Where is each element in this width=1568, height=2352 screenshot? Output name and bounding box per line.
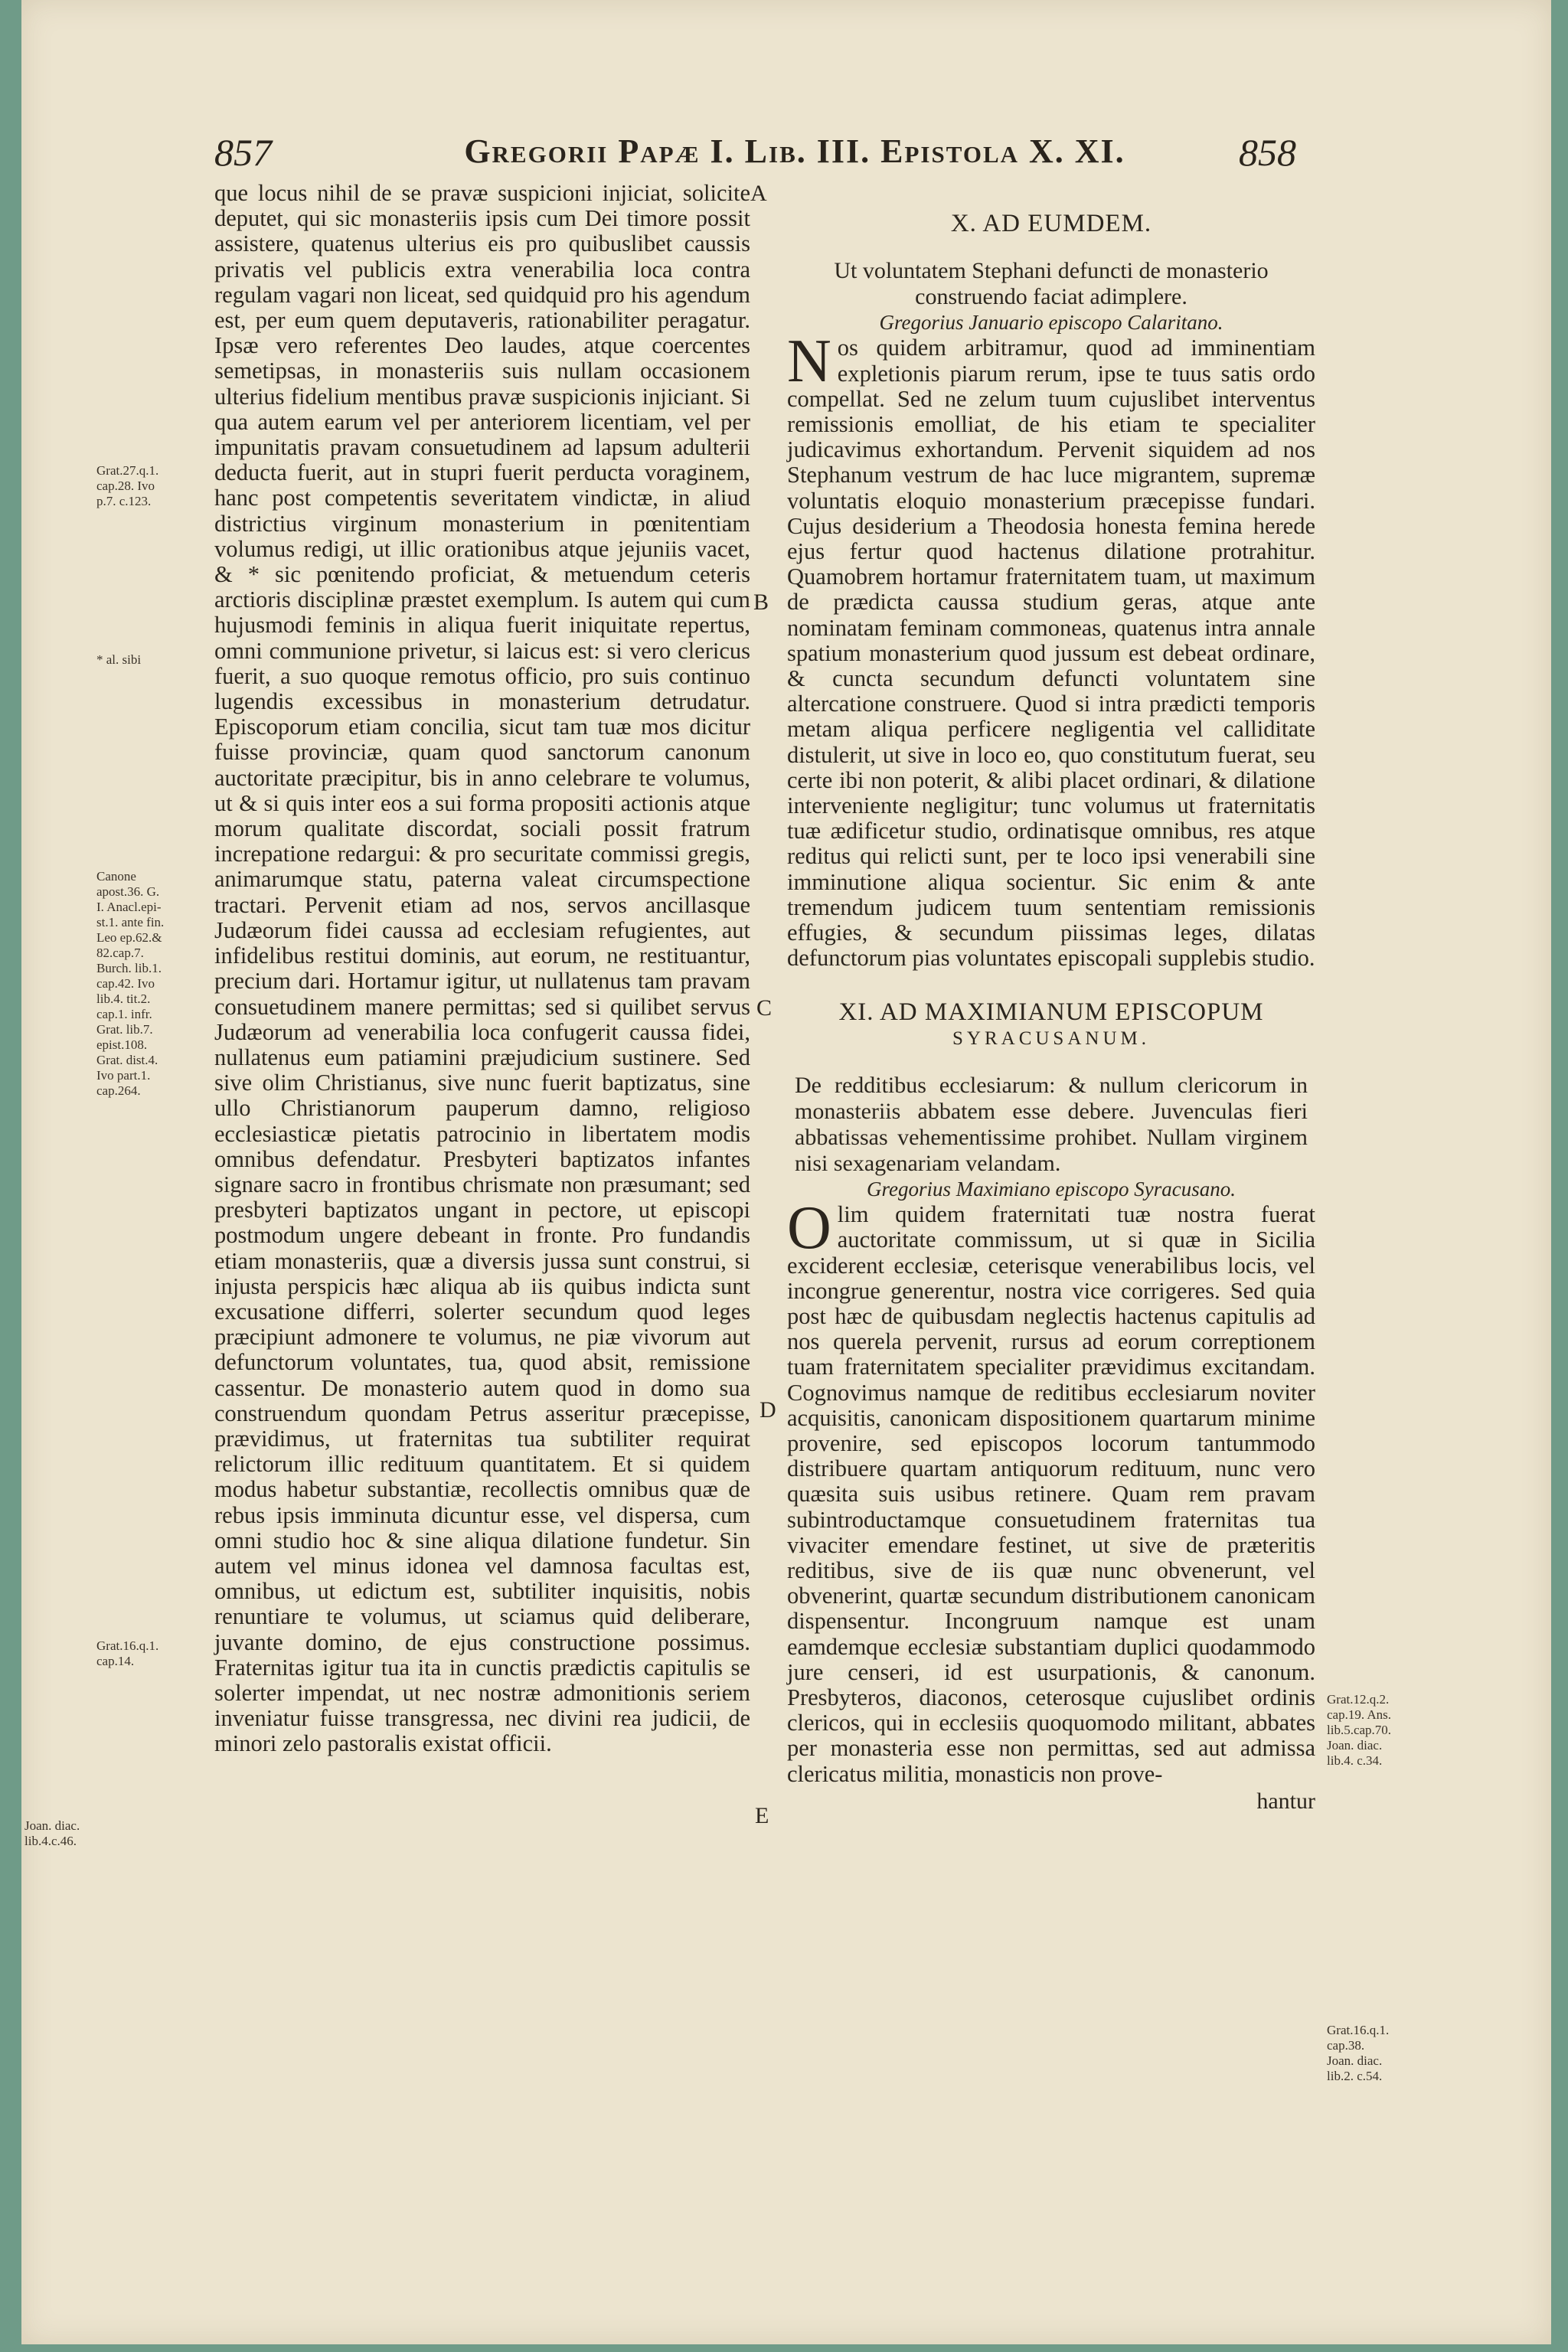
margin-letter-b: B — [753, 590, 769, 615]
running-title: Gregorii Papæ I. Lib. III. Epistola X. XI. — [464, 132, 1125, 170]
margin-letter-a: A — [750, 181, 767, 206]
epistle-xi-subtitle: SYRACUSANUM. — [952, 1027, 1150, 1049]
epistle-x-salutation: Gregorius Januario episcopo Calaritano. — [879, 311, 1223, 335]
epistle-xi-text: Olim quidem fraternitati tuæ nostra fuerat auctoritate commissum, ut si quæ in Sicilia exciderent ecclesiæ, ceterisque venerabilibus locis, vel incongrue generentur, nostra vice corrigeres. Sed quia post hæc de quibusdam neglectis hactenus capitulis ad nos querela pervenit, rursus ad eorum correptionem tuam fraternitatem specialiter prævidimus excitandam. Cognovimus namque de reditibus ecclesiarum noviter acquisitis, canonicam dispositionem quartarum minime provenire, sed episcopos locorum tantummodo distribuere quartam antiquorum redituum, nunc vero quæsita suis usibus retinere. Quam rem pravam subintroductamque consuetudinem fraternitas tua vivaciter emendare festinet, ut sive de præteritis reditibus, sive de iis quæ nunc obvenerunt, vel obvenerint, quartæ secundum distributionem canonicam dispensentur. Incongruum namque est unam eamdemque ecclesiæ substantiam duplici quodammodo jure censeri, id est usurpationis, & canonum. Presbyteros, diaconos, ceterosque cujuslibet ordinis clericos, qui in ecclesiis quoquomodo militant, abbates per monasteria esse non permittas, sed aut admissa clericatus militia, monasticis non prove- — [787, 1194, 1315, 1787]
margin-note-grat-12: Grat.12.q.2. cap.19. Ans. lib.5.cap.70. Joan. diac. lib.4. c.34. — [1327, 1692, 1392, 1768]
epistle-xi-salutation: Gregorius Maximiano episcopo Syracusano. — [867, 1177, 1236, 1200]
margin-note-al-sibi: * al. sibi — [96, 652, 142, 667]
epistle-x-summary: Ut voluntatem Stephani defuncti de monasterio construendo faciat adimplere. — [834, 258, 1269, 310]
epistle-x-title: X. AD EUMDEM. — [950, 210, 1152, 237]
margin-letter-c: C — [756, 995, 773, 1021]
epistle-xi-summary: De redditibus ecclesiarum: & nullum clericorum in monasteriis abbatem esse debere. Juvenculas fieri abbatissas vehementissime prohibet. Nullam virginem nisi sexagenariam velandam. — [795, 1072, 1308, 1176]
catchword: hantur — [1256, 1788, 1315, 1814]
margin-letter-e: E — [755, 1803, 769, 1828]
epistle-xi-heading — [787, 1000, 1315, 1050]
margin-note-canone: Canone apost.36. G. I. Anacl.epi- st.1. ante fin. Leo ep.62.& 82.cap.7. Burch. lib.1. cap.42. Ivo lib.4. tit.2. cap.1. infr. Grat. lib.7. epist.108. Grat. dist.4. Ivo part.1. cap.264. — [96, 869, 165, 1098]
epistle-x-text: Nos quidem arbitramur, quod ad imminentiam expletionis piarum rerum, ipse te tuus satis ordo compellat. Sed ne zelum tuum cujuslibet interventus remissionis emolliat, de his etiam te specialiter judicavimus exhortandum. Pervenit siquidem ad nos Stephanum vestrum de hac luce migrantem, supremæ voluntatis eloquio monasterium præcepisse fundari. Cujus desiderium a Theodosia honesta femina herede ejus fertur quod hactenus dilatione protrahitur. Quamobrem hortamur fraternitatem tuam, ut maximum de prædicta caussa studium geras, atque ante nominatam feminam commoneas, quatenus intra annale spatium monasterium quod jussum est debeat ordinare, & cuncta secundum defuncti voluntatem sine altercatione construere. Quod si intra prædicti temporis metam aliqua perficere negligentia vel calliditate distulerit, ut sive in loco eo, quo constitutum fuerat, seu certe ibi non poterit, & alibi placet ordinari, & dilatione interveniente negligitur; tunc volumus ut fraternitatis tuæ ædificetur studio, ordinatisque omnibus, res atque reditus qui relicti sunt, per te loco ipsi venerabili sine imminutione aliqua socientur. Sic enim & ante tremendum judicem tuum sententiam remissionis effugies, & secundum piissimas leges, dilatas defunctorum pias voluntates episcopali supplebis studio. — [787, 328, 1315, 972]
right-column — [787, 181, 1315, 1814]
epistle-xi-title: XI. AD MAXIMIANUM EPISCOPUM — [838, 998, 1264, 1027]
left-column-text: que locus nihil de se pravæ suspicioni injiciat, solicite deputet, qui sic monasteriis ipsis cum Dei timore possit assistere, quatenus ulterius eis pro quibuslibet caussis privatis vel publicis extra venerabilia loca contra regulam vagari non liceat, sed quidquid pro his agendum est, per eum quem deputaveris, rationabiliter peragatur. Ipsæ vero referentes Deo laudes, atque coercentes semetipsas, in monasteriis suis nullam occasionem ulterius fidelium mentibus pravæ suspicionis injiciant. Si qua autem earum vel per anteriorem licentiam, vel per impunitatis pravam consuetudinem ad lapsum adulterii deducta fuerit, aut in stupri fuerit perducta voraginem, hanc post competentis severitatem vindictæ, in aliud districtius virginum monasterium in pœnitentiam volumus redigi, ut illic orationibus atque jejuniis vacet, & * sic pœnitendo proficiat, & metuendum ceteris arctioris disciplinæ præstet exemplum. Is autem qui cum hujusmodi feminis in aliqua fuerit iniquitate repertus, omni communione privetur, si laicus est: si vero clericus fuerit, a suo quoque remotus officio, pro suis continuo lugendis excessibus in monasterium detrudatur. Episcoporum etiam concilia, sicut tam tuæ mos dicitur fuisse provinciæ, quam quod sanctorum canonum auctoritate præcipitur, bis in anno celebrare te volumus, ut & si quis inter eos a sui forma propositi actionis atque morum qualitate discordat, sociali possit fratrum increpatione redargui: & pro securitate commissi gregis, animarumque statu, paterna valeat circumspectione tractari. Pervenit etiam ad nos, servos ancillasque Judæorum fidei caussa ad ecclesiam refugientes, aut infidelibus restitui dominis, aut eorum, ne restituantur, precium dari. Hortamur igitur, ut nullatenus tam pravam consuetudinem manere permittas; sed si quilibet servus Judæorum ad venerabilia loca confugerit caussa fidei, nullatenus eum patiamini præjudicium sustinere. Sed sive olim Christianus, sive nunc fuerit baptizatus, sine ullo Christianorum pauperum damno, religioso ecclesiasticæ pietatis patrocinio in libertatem modis omnibus defendatur. Presbyteri baptizatos infantes signare sacro in frontibus chrismate non præsumant; sed presbyteri baptizatos ungant in pectore, ut episcopi postmodum ungere debeant in fronte. Pro fundandis etiam monasteriis, quæ a diversis jussa sunt construi, si injusta perspicis hæc aliqua ab iis quibus indicta sunt excusatione differri, solerter secundum quod leges præcipiunt admonere te volumus, ne piæ vivorum aut defunctorum voluntates, tua, quod absit, remissione cassentur. De monasterio autem quod in domo sua construendum quondam Petrus asseritur præcepisse, prævidimus, ut fraternitas tua subtiliter requirat relictorum illic redituum quantitatem. Et si quidem modus habetur substantiæ, recollectis omnibus quæ de rebus ipsis imminuta dicuntur esse, vel dispersa, cum omni studio hoc & sine aliqua dilatione fundetur. Sin autem vel minus idonea vel damnosa facultas est, omnibus, ut edictum est, subtiliter inquisitis, nobis renuntiare te volumus, ut sciamus quid deliberare, juvante domino, de ejus constructione possimus. Fraternitas igitur tua ita in cunctis prædictis capitulis se solerter impendat, ut nec nostræ admonitionis seriem inveniatur fuisse transgressa, nec divini rea judicii, de minori zelo pastoralis existat officii. — [214, 180, 750, 1757]
left-page-number: 857 — [214, 131, 272, 174]
margin-note-grat-27: Grat.27.q.1. cap.28. Ivo p.7. c.123. — [96, 463, 159, 508]
margin-note-joan-diac-46: Joan. diac. lib.4.c.46. — [24, 1818, 80, 1848]
right-page-number: 858 — [1239, 131, 1296, 174]
book-page — [21, 0, 1551, 2344]
running-head — [21, 130, 1551, 184]
margin-note-grat-16-14: Grat.16.q.1. cap.14. — [96, 1638, 159, 1668]
margin-letter-d: D — [760, 1397, 776, 1423]
margin-note-grat-16-38: Grat.16.q.1. cap.38. Joan. diac. lib.2. c.54. — [1327, 2023, 1390, 2083]
left-column — [214, 181, 750, 1757]
